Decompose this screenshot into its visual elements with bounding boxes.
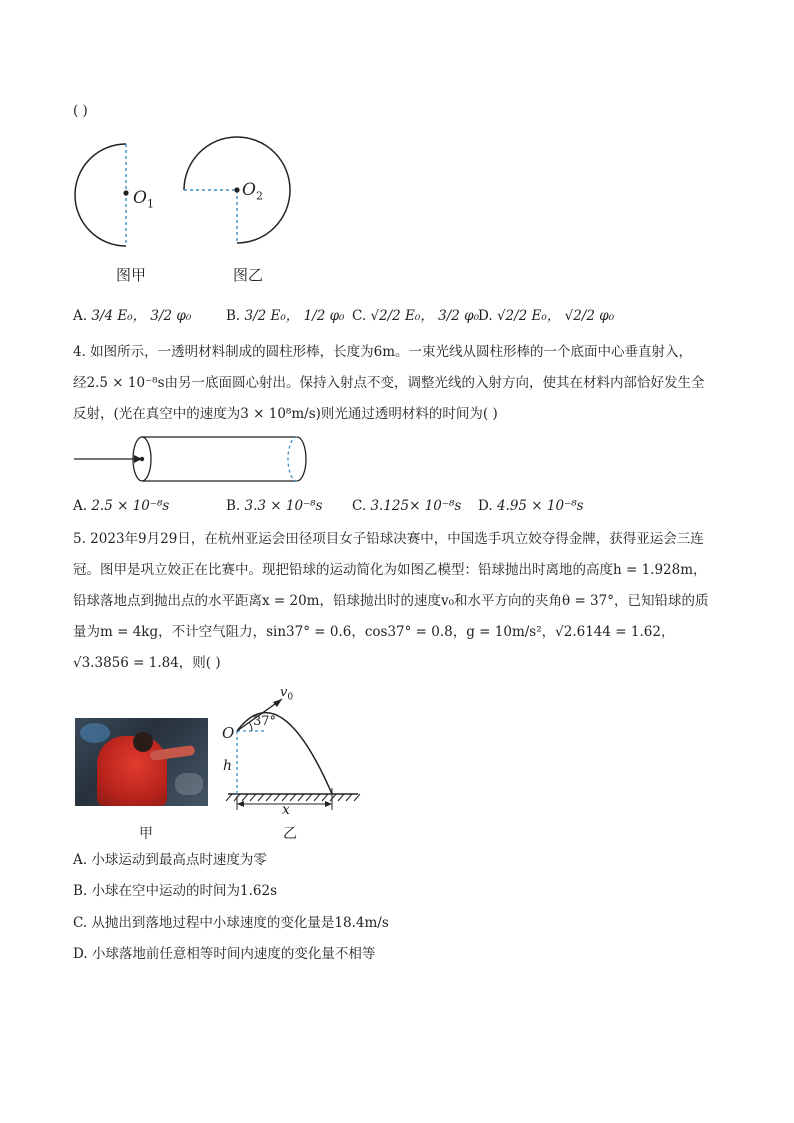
figure-yi-three-quarter-circle xyxy=(180,136,300,248)
q5-stem-line-2: 冠。图甲是巩立姣正在比赛中。现把铅球的运动简化为如图乙模型：铅球抛出时离地的高度h = 1.928m， xyxy=(73,562,707,578)
q4-stem-line-2: 经2.5 × 10⁻⁸s由另一底面圆心射出。保持入射点不变，调整光线的入射方向，使其在材料内部恰好发生全 xyxy=(73,375,705,391)
q4-option-d[interactable]: D. 4.95 × 10⁻⁸s xyxy=(478,498,584,514)
q4-stem-line-3: 反射，(光在真空中的速度为3 × 10⁸m/s)则光通过透明材料的时间为( ) xyxy=(73,406,498,422)
q5-option-b[interactable]: B. 小球在空中运动的时间为1.62s xyxy=(73,883,278,899)
q5-stem-line-3: 铅球落地点到抛出点的水平距离x = 20m，铅球抛出时的速度v₀和水平方向的夹角θ = 37°，已知铅球的质 xyxy=(73,593,709,609)
q5-option-c[interactable]: C. 从抛出到落地过程中小球速度的变化量是18.4m/s xyxy=(73,915,389,931)
q4-option-a[interactable]: A. 2.5 × 10⁻⁸s xyxy=(73,498,170,514)
caption-figure-yi: 图乙 xyxy=(233,266,264,284)
caption-diagram-yi: 乙 xyxy=(283,826,297,842)
q5-option-a[interactable]: A. 小球运动到最高点时速度为零 xyxy=(73,852,267,868)
q3-option-b[interactable]: B. 3/2 E₀， 1/2 φ₀ xyxy=(226,308,345,324)
q4-stem-line-1: 4. 如图所示，一透明材料制成的圆柱形棒，长度为6m。一束光线从圆柱形棒的一个底面中心垂直射入， xyxy=(73,344,693,360)
label-angle-37: 37° xyxy=(253,714,277,729)
label-o: O xyxy=(222,724,235,742)
label-o2: $O_2$ xyxy=(242,180,263,203)
label-o1: $O_1$ xyxy=(133,188,154,211)
q3-option-d[interactable]: D. √2/2 E₀， √2/2 φ₀ xyxy=(478,308,615,324)
q5-stem-line-5: √3.3856 = 1.84，则( ) xyxy=(73,655,221,671)
label-h: h xyxy=(223,758,233,774)
athlete-photo xyxy=(75,718,208,806)
q4-option-b[interactable]: B. 3.3 × 10⁻⁸s xyxy=(226,498,323,514)
label-v0: $v_0$ xyxy=(280,685,294,703)
label-x: x xyxy=(282,802,290,818)
caption-figure-jia: 图甲 xyxy=(116,266,147,284)
figure-cylinder-rod xyxy=(72,434,317,486)
q5-option-d[interactable]: D. 小球落地前任意相等时间内速度的变化量不相等 xyxy=(73,946,376,962)
caption-photo-jia: 甲 xyxy=(139,826,153,842)
q5-stem-line-4: 量为m = 4kg，不计空气阻力，sin37° = 0.6，cos37° = 0.8，g = 10m/s²，√2.6144 = 1.62， xyxy=(73,624,675,640)
q4-option-c[interactable]: C. 3.125× 10⁻⁸s xyxy=(352,498,462,514)
q5-stem-line-1: 5. 2023年9月29日，在杭州亚运会田径项目女子铅球决赛中，中国选手巩立姣夺得金牌，获得亚运会三连 xyxy=(73,531,704,547)
q3-option-a[interactable]: A. 3/4 E₀， 3/2 φ₀ xyxy=(73,308,192,324)
q3-option-c[interactable]: C. √2/2 E₀， 3/2 φ₀ xyxy=(352,308,479,324)
answer-bracket: ( ) xyxy=(73,103,88,119)
